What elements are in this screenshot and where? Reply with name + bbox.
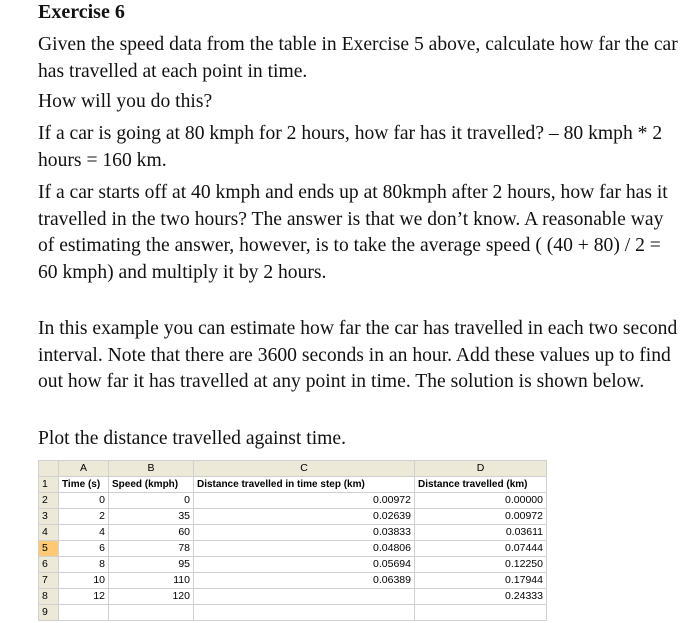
paragraph-method: In this example you can estimate how far the car has travelled in each two second interval. Note that there are 3600 seconds in an hour. Add these values up to find out how far it has travelled at any point in time. The solution is shown below. bbox=[38, 318, 678, 392]
table-cell[interactable]: 0.00972 bbox=[415, 509, 547, 525]
paragraph-question: How will you do this? bbox=[38, 91, 213, 112]
table-cell[interactable]: 6 bbox=[59, 541, 109, 557]
table-cell[interactable]: 10 bbox=[59, 573, 109, 589]
table-cell[interactable]: 8 bbox=[59, 557, 109, 573]
row-header[interactable]: 5 bbox=[39, 541, 59, 557]
table-cell[interactable]: 120 bbox=[109, 589, 194, 605]
row-header[interactable]: 4 bbox=[39, 525, 59, 541]
spreadsheet-grid bbox=[38, 460, 547, 621]
table-row bbox=[39, 509, 547, 525]
table-cell[interactable]: 0.03611 bbox=[415, 525, 547, 541]
table-row bbox=[39, 557, 547, 573]
table-cell[interactable]: 0.00000 bbox=[415, 493, 547, 509]
table-cell[interactable] bbox=[59, 605, 109, 621]
table-cell[interactable]: 78 bbox=[109, 541, 194, 557]
table-cell[interactable]: 0.06389 bbox=[194, 573, 415, 589]
table-cell[interactable]: 95 bbox=[109, 557, 194, 573]
column-header-c[interactable]: C bbox=[194, 461, 415, 477]
column-title-cell[interactable]: Time (s) bbox=[59, 477, 109, 493]
table-cell[interactable]: 0.17944 bbox=[415, 573, 547, 589]
table-row bbox=[39, 525, 547, 541]
table-row bbox=[39, 605, 547, 621]
table-header-row bbox=[39, 477, 547, 493]
select-all-corner[interactable] bbox=[39, 461, 59, 477]
column-header-d[interactable]: D bbox=[415, 461, 547, 477]
paragraph-example-average: If a car starts off at 40 kmph and ends up at 80kmph after 2 hours, how far has it travelled in the two hours? The answer is that we don’t know. A reasonable way of estimating the answer, however, is to take the average speed ( (40 + 80) / 2 = 60 kmph) and multiply it by 2 hours. bbox=[38, 182, 668, 283]
table-row bbox=[39, 589, 547, 605]
table-cell[interactable] bbox=[415, 605, 547, 621]
paragraph-plot-instruction: Plot the distance travelled against time. bbox=[38, 428, 346, 449]
table-cell[interactable]: 12 bbox=[59, 589, 109, 605]
table-cell[interactable]: 0.00972 bbox=[194, 493, 415, 509]
column-title-cell[interactable]: Distance travelled in time step (km) bbox=[194, 477, 415, 493]
spreadsheet bbox=[38, 460, 589, 623]
row-header[interactable]: 7 bbox=[39, 573, 59, 589]
row-header[interactable]: 3 bbox=[39, 509, 59, 525]
table-cell[interactable]: 4 bbox=[59, 525, 109, 541]
table-cell[interactable]: 0.12250 bbox=[415, 557, 547, 573]
table-cell[interactable]: 110 bbox=[109, 573, 194, 589]
table-row bbox=[39, 541, 547, 557]
table-cell[interactable] bbox=[109, 605, 194, 621]
table-cell[interactable]: 60 bbox=[109, 525, 194, 541]
table-cell[interactable]: 0.02639 bbox=[194, 509, 415, 525]
row-header[interactable]: 8 bbox=[39, 589, 59, 605]
column-header-row bbox=[39, 461, 547, 477]
table-cell[interactable]: 2 bbox=[59, 509, 109, 525]
paragraph-example-constant: If a car is going at 80 kmph for 2 hours, how far has it travelled? – 80 kmph * 2 hours = 160 km. bbox=[38, 123, 663, 171]
table-cell[interactable]: 35 bbox=[109, 509, 194, 525]
table-cell[interactable]: 0.03833 bbox=[194, 525, 415, 541]
column-header-b[interactable]: B bbox=[109, 461, 194, 477]
row-header[interactable]: 1 bbox=[39, 477, 59, 493]
row-header[interactable]: 9 bbox=[39, 605, 59, 621]
paragraph-intro: Given the speed data from the table in Exercise 5 above, calculate how far the car has travelled at each point in time. bbox=[38, 34, 678, 82]
table-cell[interactable]: 0.24333 bbox=[415, 589, 547, 605]
table-cell[interactable]: 0 bbox=[109, 493, 194, 509]
table-cell[interactable]: 0.07444 bbox=[415, 541, 547, 557]
column-title-cell[interactable]: Distance travelled (km) bbox=[415, 477, 547, 493]
row-header[interactable]: 6 bbox=[39, 557, 59, 573]
exercise-title: Exercise 6 bbox=[38, 1, 125, 23]
row-header[interactable]: 2 bbox=[39, 493, 59, 509]
table-cell[interactable] bbox=[194, 589, 415, 605]
table-row bbox=[39, 493, 547, 509]
table-cell[interactable]: 0.05694 bbox=[194, 557, 415, 573]
column-header-a[interactable]: A bbox=[59, 461, 109, 477]
table-cell[interactable]: 0 bbox=[59, 493, 109, 509]
column-title-cell[interactable]: Speed (kmph) bbox=[109, 477, 194, 493]
table-cell[interactable]: 0.04806 bbox=[194, 541, 415, 557]
table-row bbox=[39, 573, 547, 589]
table-cell[interactable] bbox=[194, 605, 415, 621]
